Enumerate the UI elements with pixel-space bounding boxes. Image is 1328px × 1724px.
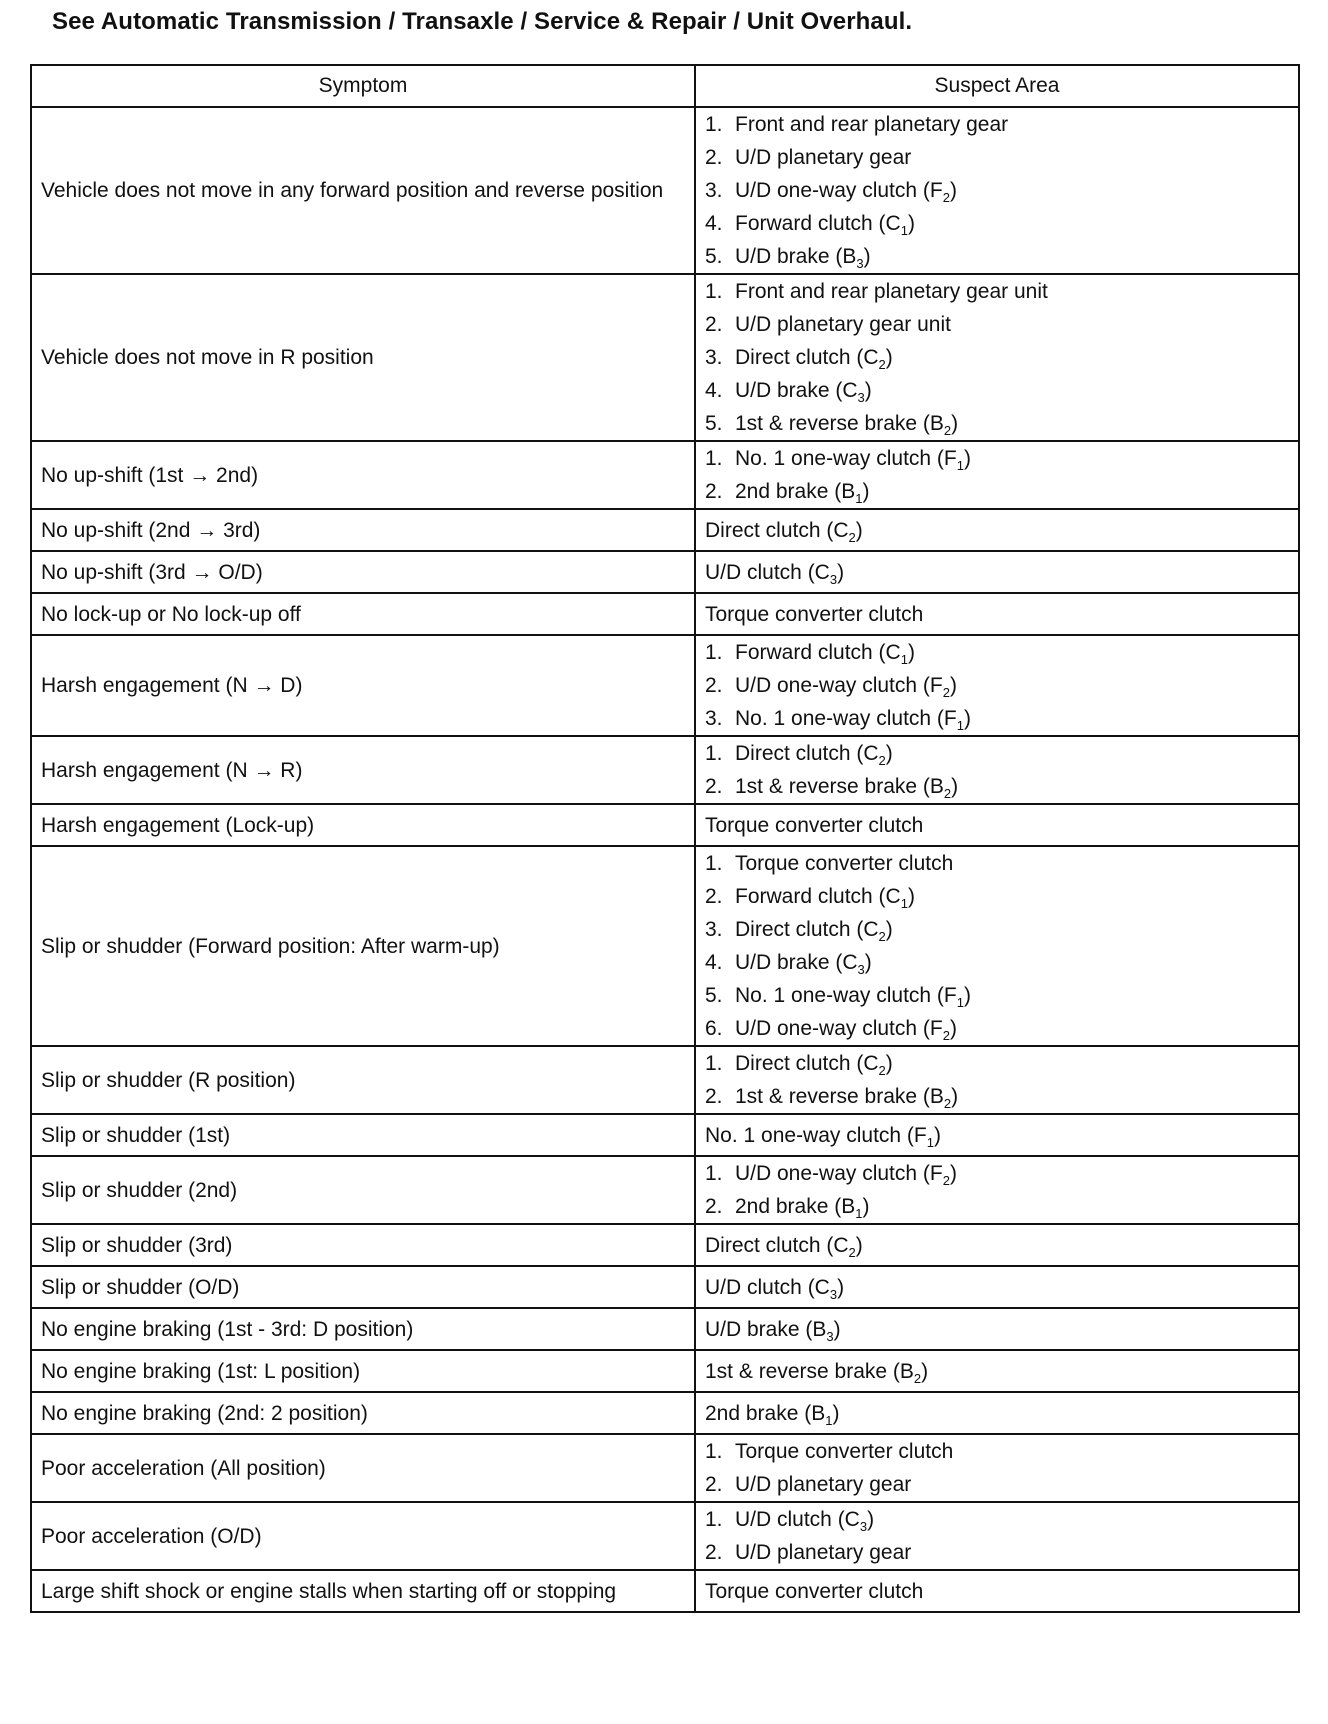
suspect-text-tail: )	[964, 707, 971, 730]
suspect-number: 3.	[705, 179, 723, 202]
suspect-list	[705, 1355, 1290, 1388]
suspect-area-cell	[695, 107, 1299, 274]
component-subscript: 1	[900, 896, 908, 912]
suspect-item	[705, 514, 1290, 547]
suspect-item	[705, 669, 1290, 702]
suspect-area-cell	[695, 846, 1299, 1046]
symptom-cell: Large shift shock or engine stalls when starting off or stopping	[31, 1570, 695, 1612]
suspect-area-cell	[695, 1350, 1299, 1392]
suspect-list	[705, 275, 1290, 440]
suspect-text: U/D brake (C	[735, 379, 858, 402]
component-subscript: 2	[943, 1096, 952, 1112]
component-subscript: 1	[956, 995, 964, 1011]
suspect-area-cell	[695, 1392, 1299, 1434]
suspect-text: Forward clutch (C	[735, 641, 901, 664]
suspect-text: 2nd brake (B	[705, 1401, 826, 1425]
page-title: See Automatic Transmission / Transaxle / Service & Repair / Unit Overhaul.	[52, 8, 913, 35]
component-subscript: 1	[926, 1134, 934, 1150]
suspect-text: Direct clutch (C	[735, 742, 879, 765]
component-subscript: 1	[956, 458, 964, 474]
suspect-text: Direct clutch (C	[735, 918, 879, 941]
suspect-text: Torque converter clutch	[705, 602, 924, 626]
suspect-text: U/D brake (B	[735, 245, 857, 268]
suspect-number: 2.	[705, 1195, 723, 1218]
suspect-number: 2.	[705, 1473, 723, 1496]
suspect-text: Torque converter clutch	[735, 852, 954, 875]
suspect-item	[705, 207, 1290, 240]
suspect-number: 4.	[705, 951, 723, 974]
suspect-text: U/D clutch (C	[705, 560, 830, 584]
suspect-number: 3.	[705, 707, 723, 730]
suspect-text: U/D one-way clutch (F	[735, 674, 943, 697]
table-row	[31, 1570, 1299, 1612]
symptom-cell: No engine braking (1st - 3rd: D position)	[31, 1308, 695, 1350]
component-subscript: 2	[943, 423, 952, 439]
component-subscript: 3	[859, 1519, 868, 1535]
suspect-area-cell	[695, 1570, 1299, 1612]
symptom-cell: Harsh engagement (N → R)	[31, 736, 695, 804]
suspect-text: U/D planetary gear	[735, 146, 912, 169]
suspect-item	[705, 847, 1290, 880]
suspect-list	[705, 442, 1290, 508]
suspect-item	[705, 880, 1290, 913]
suspect-text-tail: )	[907, 885, 915, 908]
suspect-item	[705, 1190, 1290, 1223]
suspect-area-cell	[695, 1114, 1299, 1156]
suspect-text-tail: )	[949, 179, 957, 202]
component-subscript: 1	[956, 718, 964, 734]
table-row	[31, 107, 1299, 274]
component-subscript: 1	[900, 223, 908, 239]
suspect-number: 2.	[705, 313, 723, 336]
suspect-area-cell	[695, 1308, 1299, 1350]
suspect-item	[705, 1271, 1290, 1304]
suspect-text-tail: )	[855, 518, 863, 542]
suspect-number: 3.	[705, 346, 723, 369]
suspect-text-tail: )	[837, 560, 845, 584]
component-subscript: 3	[826, 1328, 834, 1344]
table-row	[31, 1308, 1299, 1350]
suspect-text-tail: )	[885, 918, 893, 941]
suspect-area-cell	[695, 1156, 1299, 1224]
suspect-text-tail: )	[951, 775, 959, 798]
suspect-list	[705, 108, 1290, 273]
symptom-cell: No lock-up or No lock-up off	[31, 593, 695, 635]
suspect-item	[705, 556, 1290, 589]
suspect-number: 1.	[705, 280, 723, 303]
suspect-text-tail: )	[862, 480, 870, 503]
suspect-text-tail: )	[864, 379, 872, 402]
table-row	[31, 551, 1299, 593]
suspect-item	[705, 240, 1290, 273]
suspect-text: Direct clutch (C	[735, 1052, 879, 1075]
suspect-text: U/D clutch (C	[705, 1275, 830, 1299]
component-subscript: 2	[848, 1244, 856, 1260]
suspect-area-cell	[695, 1502, 1299, 1570]
suspect-list	[705, 598, 1290, 631]
suspect-text-tail: )	[949, 1162, 957, 1185]
suspect-text: No. 1 one-way clutch (F	[735, 707, 957, 730]
table-row	[31, 1266, 1299, 1308]
suspect-text: Torque converter clutch	[735, 1440, 954, 1463]
suspect-number: 5.	[705, 245, 723, 268]
suspect-area-cell	[695, 804, 1299, 846]
suspect-number: 1.	[705, 1052, 723, 1075]
symptom-column-header: Symptom	[31, 65, 695, 107]
suspect-number: 1.	[705, 1440, 723, 1463]
suspect-text: No. 1 one-way clutch (F	[705, 1123, 927, 1147]
suspect-text: U/D brake (B	[705, 1317, 827, 1341]
symptom-cell: No up-shift (3rd → O/D)	[31, 551, 695, 593]
suspect-number: 1.	[705, 641, 723, 664]
suspect-number: 1.	[705, 447, 723, 470]
suspect-list	[705, 1047, 1290, 1113]
suspect-area-cell	[695, 509, 1299, 551]
suspect-text-tail: )	[964, 984, 971, 1007]
suspect-text-tail: )	[832, 1401, 840, 1425]
suspect-area-cell	[695, 551, 1299, 593]
suspect-number: 1.	[705, 113, 723, 136]
suspect-text: 2nd brake (B	[735, 480, 856, 503]
table-row	[31, 1350, 1299, 1392]
component-subscript: 3	[857, 962, 865, 978]
symptom-cell: Slip or shudder (2nd)	[31, 1156, 695, 1224]
suspect-item	[705, 308, 1290, 341]
suspect-number: 2.	[705, 885, 723, 908]
suspect-item	[705, 979, 1290, 1012]
suspect-list	[705, 809, 1290, 842]
suspect-text-tail: )	[862, 1195, 870, 1218]
suspect-area-cell	[695, 635, 1299, 736]
suspect-list	[705, 1157, 1290, 1223]
suspect-text-tail: )	[951, 412, 959, 435]
suspect-number: 2.	[705, 775, 723, 798]
suspect-number: 1.	[705, 742, 723, 765]
suspect-item	[705, 636, 1290, 669]
suspect-number: 2.	[705, 674, 723, 697]
suspect-area-cell	[695, 1266, 1299, 1308]
suspect-text: U/D planetary gear unit	[735, 313, 951, 336]
suspect-text: No. 1 one-way clutch (F	[735, 984, 957, 1007]
component-subscript: 1	[855, 491, 863, 507]
component-subscript: 2	[943, 786, 952, 802]
table-row	[31, 1224, 1299, 1266]
suspect-list	[705, 1313, 1290, 1346]
symptom-cell: No engine braking (2nd: 2 position)	[31, 1392, 695, 1434]
suspect-text-tail: )	[867, 1508, 875, 1531]
suspect-item	[705, 1355, 1290, 1388]
suspect-text: Torque converter clutch	[705, 813, 924, 837]
suspect-list	[705, 737, 1290, 803]
component-subscript: 2	[942, 1028, 950, 1044]
symptom-cell: Poor acceleration (All position)	[31, 1434, 695, 1502]
suspect-area-column-header: Suspect Area	[695, 65, 1299, 107]
suspect-text: 1st & reverse brake (B	[735, 412, 944, 435]
component-subscript: 3	[829, 1286, 838, 1302]
component-subscript: 2	[942, 685, 950, 701]
table-row	[31, 1434, 1299, 1502]
suspect-text: 2nd brake (B	[735, 1195, 856, 1218]
suspect-text: Front and rear planetary gear unit	[735, 280, 1048, 303]
suspect-text: U/D planetary gear	[735, 1473, 912, 1496]
suspect-text: U/D brake (C	[735, 951, 858, 974]
table-row	[31, 274, 1299, 441]
suspect-number: 4.	[705, 379, 723, 402]
suspect-text-tail: )	[964, 447, 971, 470]
table-header-row	[31, 65, 1299, 107]
suspect-item	[705, 1229, 1290, 1262]
suspect-number: 2.	[705, 480, 723, 503]
suspect-number: 4.	[705, 212, 723, 235]
suspect-item	[705, 1313, 1290, 1346]
suspect-item	[705, 770, 1290, 803]
suspect-item	[705, 341, 1290, 374]
suspect-number: 1.	[705, 1508, 723, 1531]
suspect-text-tail: )	[855, 1233, 863, 1257]
suspect-item	[705, 475, 1290, 508]
suspect-item	[705, 1047, 1290, 1080]
suspect-number: 2.	[705, 146, 723, 169]
suspect-text-tail: )	[951, 1085, 959, 1108]
suspect-item	[705, 1435, 1290, 1468]
suspect-text: 1st & reverse brake (B	[735, 775, 944, 798]
suspect-list	[705, 1575, 1290, 1608]
table-row	[31, 736, 1299, 804]
suspect-text: Front and rear planetary gear	[735, 113, 1009, 136]
suspect-list	[705, 847, 1290, 1045]
symptom-cell: Slip or shudder (R position)	[31, 1046, 695, 1114]
suspect-list	[705, 1503, 1290, 1569]
suspect-item	[705, 141, 1290, 174]
suspect-text: U/D clutch (C	[735, 1508, 860, 1531]
suspect-item	[705, 598, 1290, 631]
suspect-item	[705, 442, 1290, 475]
suspect-area-cell	[695, 441, 1299, 509]
suspect-text-tail: )	[863, 245, 871, 268]
suspect-item	[705, 737, 1290, 770]
component-subscript: 2	[913, 1370, 922, 1386]
suspect-item	[705, 1012, 1290, 1045]
suspect-area-cell	[695, 1434, 1299, 1502]
symptom-cell: Vehicle does not move in R position	[31, 274, 695, 441]
suspect-text-tail: )	[885, 742, 893, 765]
suspect-item	[705, 1119, 1290, 1152]
component-subscript: 2	[942, 1173, 950, 1189]
component-subscript: 3	[829, 571, 838, 587]
symptom-cell: No engine braking (1st: L position)	[31, 1350, 695, 1392]
table-row	[31, 1392, 1299, 1434]
suspect-text-tail: )	[921, 1359, 929, 1383]
suspect-item	[705, 1575, 1290, 1608]
suspect-number: 6.	[705, 1017, 723, 1040]
suspect-item	[705, 407, 1290, 440]
suspect-list	[705, 636, 1290, 735]
component-subscript: 2	[878, 1063, 886, 1079]
suspect-text-tail: )	[907, 212, 915, 235]
table-row	[31, 1046, 1299, 1114]
suspect-text: Direct clutch (C	[735, 346, 879, 369]
table-row	[31, 441, 1299, 509]
table-row	[31, 846, 1299, 1046]
component-subscript: 3	[856, 256, 864, 272]
suspect-text: Forward clutch (C	[735, 212, 901, 235]
suspect-text-tail: )	[885, 1052, 893, 1075]
suspect-number: 1.	[705, 1162, 723, 1185]
suspect-text: U/D one-way clutch (F	[735, 1162, 943, 1185]
suspect-text: U/D one-way clutch (F	[735, 179, 943, 202]
symptom-cell: Vehicle does not move in any forward position and reverse position	[31, 107, 695, 274]
suspect-number: 3.	[705, 918, 723, 941]
suspect-item	[705, 174, 1290, 207]
suspect-area-cell	[695, 1224, 1299, 1266]
symptom-cell: Slip or shudder (1st)	[31, 1114, 695, 1156]
suspect-item	[705, 275, 1290, 308]
suspect-list	[705, 556, 1290, 589]
component-subscript: 1	[825, 1412, 833, 1428]
symptom-cell: Poor acceleration (O/D)	[31, 1502, 695, 1570]
suspect-item	[705, 946, 1290, 979]
suspect-list	[705, 1119, 1290, 1152]
suspect-item	[705, 1536, 1290, 1569]
symptom-cell: Slip or shudder (Forward position: After warm-up)	[31, 846, 695, 1046]
suspect-text-tail: )	[949, 1017, 957, 1040]
suspect-item	[705, 374, 1290, 407]
suspect-item	[705, 809, 1290, 842]
symptom-cell: Slip or shudder (3rd)	[31, 1224, 695, 1266]
table-row	[31, 509, 1299, 551]
component-subscript: 2	[942, 190, 950, 206]
component-subscript: 2	[878, 929, 886, 945]
suspect-text-tail: )	[934, 1123, 941, 1147]
table-row	[31, 1502, 1299, 1570]
component-subscript: 3	[857, 390, 865, 406]
suspect-item	[705, 913, 1290, 946]
suspect-item	[705, 1503, 1290, 1536]
suspect-text: U/D planetary gear	[735, 1541, 912, 1564]
table-row	[31, 804, 1299, 846]
suspect-area-cell	[695, 1046, 1299, 1114]
component-subscript: 2	[848, 529, 856, 545]
table-row	[31, 635, 1299, 736]
table-row	[31, 1156, 1299, 1224]
suspect-item	[705, 1080, 1290, 1113]
suspect-area-cell	[695, 274, 1299, 441]
suspect-item	[705, 702, 1290, 735]
suspect-number: 5.	[705, 984, 723, 1007]
table-row	[31, 1114, 1299, 1156]
suspect-text: 1st & reverse brake (B	[705, 1359, 914, 1383]
symptom-cell: Harsh engagement (Lock-up)	[31, 804, 695, 846]
suspect-number: 1.	[705, 852, 723, 875]
component-subscript: 1	[855, 1206, 863, 1222]
suspect-item	[705, 1157, 1290, 1190]
suspect-text: Torque converter clutch	[705, 1579, 924, 1603]
suspect-area-cell	[695, 593, 1299, 635]
table-row	[31, 593, 1299, 635]
suspect-text: 1st & reverse brake (B	[735, 1085, 944, 1108]
suspect-text-tail: )	[833, 1317, 841, 1341]
suspect-text-tail: )	[907, 641, 915, 664]
component-subscript: 2	[878, 753, 886, 769]
suspect-text: No. 1 one-way clutch (F	[735, 447, 957, 470]
suspect-text: U/D one-way clutch (F	[735, 1017, 943, 1040]
suspect-list	[705, 1397, 1290, 1430]
symptom-cell: Slip or shudder (O/D)	[31, 1266, 695, 1308]
suspect-text-tail: )	[837, 1275, 845, 1299]
suspect-number: 2.	[705, 1085, 723, 1108]
suspect-item	[705, 108, 1290, 141]
suspect-text-tail: )	[864, 951, 872, 974]
suspect-list	[705, 1229, 1290, 1262]
component-subscript: 1	[900, 652, 908, 668]
symptom-table	[30, 64, 1300, 1613]
suspect-number: 2.	[705, 1541, 723, 1564]
suspect-text-tail: )	[885, 346, 893, 369]
suspect-list	[705, 514, 1290, 547]
suspect-area-cell	[695, 736, 1299, 804]
table-body	[31, 107, 1299, 1612]
suspect-number: 5.	[705, 412, 723, 435]
suspect-item	[705, 1468, 1290, 1501]
symptom-cell: No up-shift (2nd → 3rd)	[31, 509, 695, 551]
suspect-text-tail: )	[949, 674, 957, 697]
symptom-cell: Harsh engagement (N → D)	[31, 635, 695, 736]
suspect-text: Forward clutch (C	[735, 885, 901, 908]
suspect-list	[705, 1435, 1290, 1501]
symptom-cell: No up-shift (1st → 2nd)	[31, 441, 695, 509]
suspect-text: Direct clutch (C	[705, 1233, 849, 1257]
suspect-item	[705, 1397, 1290, 1430]
suspect-list	[705, 1271, 1290, 1304]
suspect-text: Direct clutch (C	[705, 518, 849, 542]
component-subscript: 2	[878, 357, 886, 373]
